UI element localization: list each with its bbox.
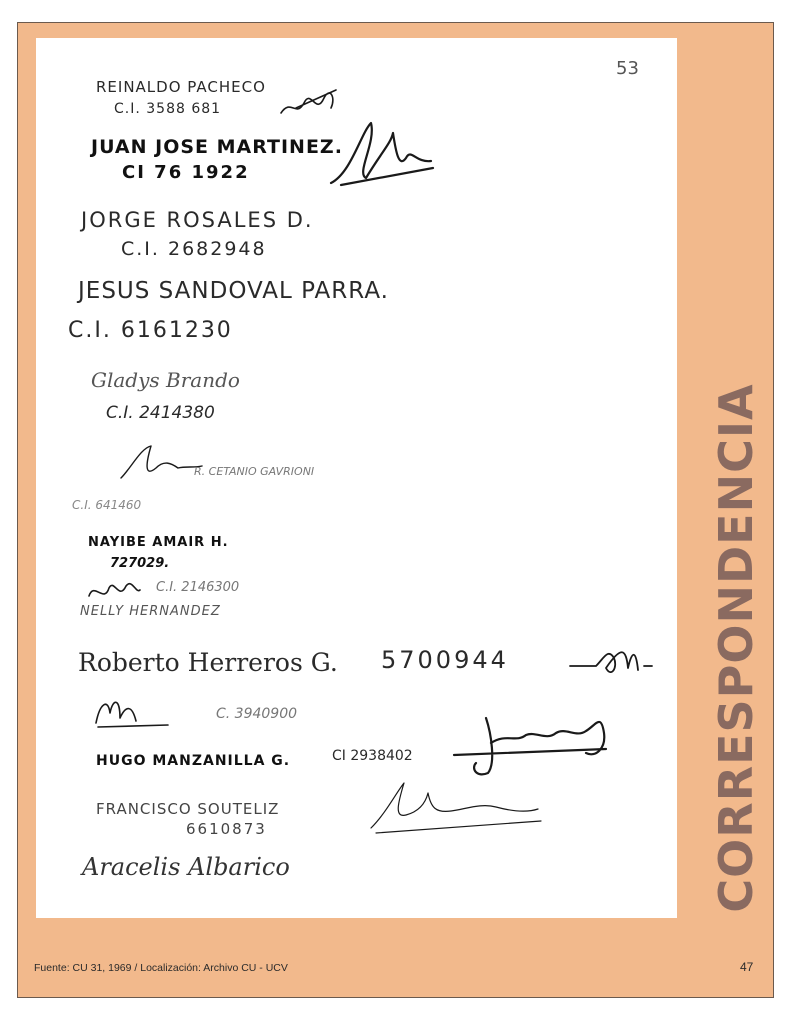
entry-name: REINALDO PACHECO [96, 78, 266, 96]
entry-name: Roberto Herreros G. [78, 648, 338, 677]
entry-id: 6610873 [186, 820, 267, 838]
entry-id: C.I. 3588 681 [114, 101, 222, 117]
entry-name: NAYIBE AMAIR H. [88, 535, 229, 550]
signature-image [84, 576, 144, 606]
entry-id: C.I. 2414380 [106, 403, 215, 423]
signature-image [566, 638, 656, 683]
entry-name: FRANCISCO SOUTELIZ [96, 800, 280, 818]
footer-source: Fuente: CU 31, 1969 / Localización: Archivo CU - UCV [34, 962, 288, 974]
entry-id: CI 2938402 [332, 748, 413, 764]
entry-name: JORGE ROSALES D. [81, 208, 314, 232]
scanned-document [36, 38, 677, 918]
entry-id: 5700944 [381, 646, 509, 674]
entry-name: JESUS SANDOVAL PARRA. [78, 278, 389, 304]
page-number: 47 [740, 960, 754, 974]
entry-name: Gladys Brando [91, 368, 240, 392]
entry-id: C.I. 2146300 [156, 580, 240, 595]
entry-name: R. CETANIO GAVRIONI [194, 465, 315, 478]
entry-id: C. 3940900 [216, 706, 298, 722]
entry-name: HUGO MANZANILLA G. [96, 753, 291, 769]
entry-id: C.I. 2682948 [121, 238, 267, 260]
entry-name: JUAN JOSE MARTINEZ. [91, 136, 343, 158]
sheet-number: 53 [616, 58, 639, 79]
entry-name: Aracelis Albarico [82, 853, 290, 881]
entry-id: 727029. [110, 556, 170, 571]
signature-image [446, 703, 616, 783]
signature-image [321, 113, 441, 193]
entry-name: NELLY HERNANDEZ [80, 604, 221, 619]
signature-image [366, 773, 546, 838]
signature-image [116, 438, 206, 488]
entry-id: CI 76 1922 [122, 162, 250, 183]
entry-id: C.I. 6161230 [68, 318, 233, 343]
signature-image [88, 693, 173, 733]
section-title: CORRESPONDENCIA [709, 383, 763, 913]
entry-id: C.I. 641460 [72, 498, 142, 512]
